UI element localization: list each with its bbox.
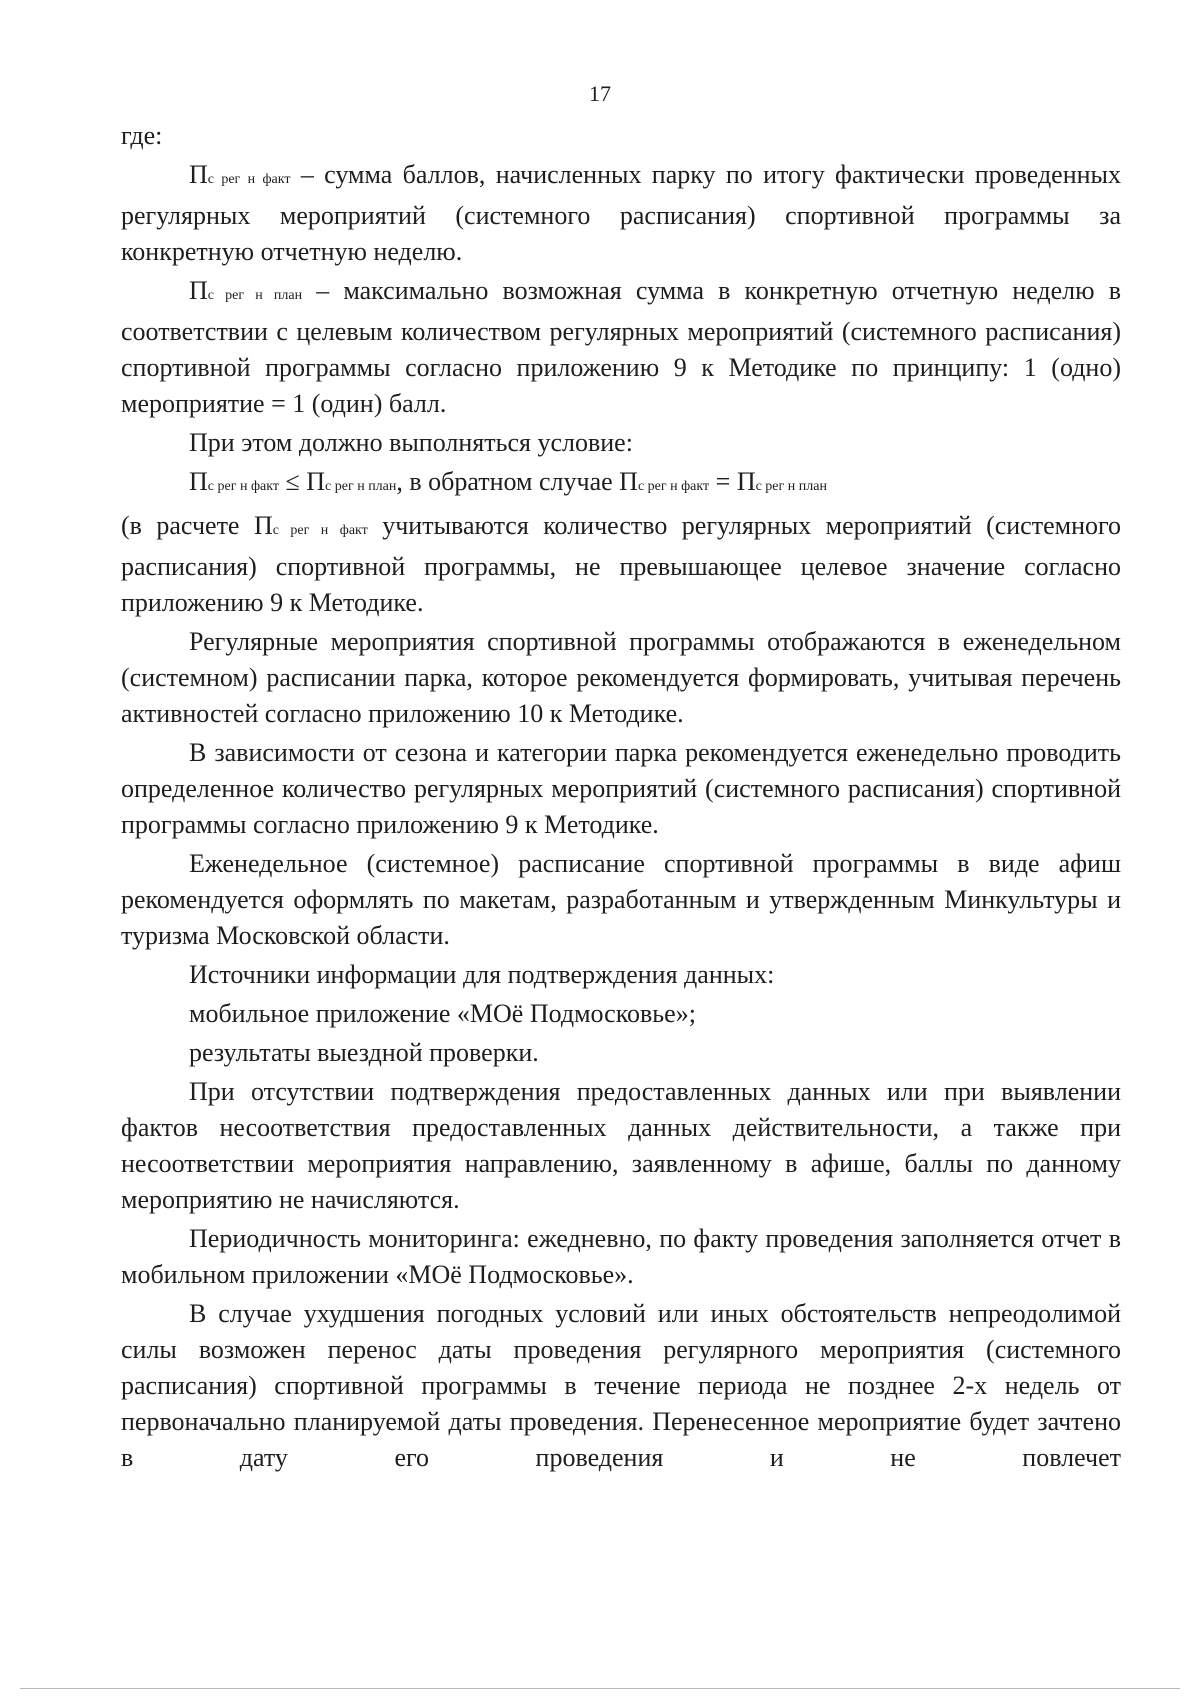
paragraph-sources-heading: Источники информации для подтверждения данных: (189, 960, 775, 989)
symbol-fact: Пс рег н факт (189, 160, 291, 189)
document-body (121, 118, 1121, 1479)
page-bottom-rule (20, 1688, 1180, 1689)
paragraph-weather: В случае ухудшения погодных условий или иных обстоятельств непреодолимой силы возможен перенос даты проведения регулярного мероприятия (системного расписания) спортивной программы в течение периода не позднее 2-х недель от первоначально планируемой даты проведения. Перенесенное мероприятие будет зачтено в дату его проведения и не повлечет (121, 1299, 1121, 1472)
paragraph-regular-events: Регулярные мероприятия спортивной программы отображаются в еженедельном (системном) расписании парка, которое рекомендуется формировать, учитывая перечень активностей согласно приложению 10 к Методике. (121, 627, 1121, 728)
definition-plan-text: – максимально возможная сумма в конкретную отчетную неделю в соответствии с целевым количеством регулярных мероприятий (системного расписания) спортивной программы согласно приложению 9 к Методике по принципу: 1 (одно) мероприятие = 1 (один) балл. (121, 276, 1121, 418)
list-item-inspection: результаты выездной проверки. (189, 1038, 539, 1067)
definition-fact-text: – сумма баллов, начисленных парку по итогу фактически проведенных регулярных мероприятий (системного расписания) спортивной программы за конкретную отчетную неделю. (121, 160, 1122, 266)
definition-plan (121, 273, 1121, 422)
symbol-plan: Пс рег н план (189, 276, 303, 305)
condition-intro: При этом должно выполняться условие: (189, 428, 633, 457)
intro-line: где: (121, 121, 163, 150)
list-item-mobile-app: мобильное приложение «МОё Подмосковье»; (189, 999, 696, 1028)
page-number: 17 (589, 81, 611, 106)
condition-explanation: (в расчете Пс рег н факт учитываются количество регулярных мероприятий (системного расписания) спортивной программы, не превышающее целевое значение согласно приложению 9 к Методике. (121, 511, 1122, 617)
paragraph-season: В зависимости от сезона и категории парка рекомендуется еженедельно проводить определенное количество регулярных мероприятий (системного расписания) спортивной программы согласно приложению 9 к Методике. (121, 738, 1121, 839)
definition-fact (121, 157, 1121, 270)
paragraph-monitoring: Периодичность мониторинга: ежедневно, по факту проведения заполняется отчет в мобильном приложении «МОё Подмосковье». (121, 1224, 1121, 1289)
paragraph-schedule: Еженедельное (системное) расписание спортивной программы в виде афиш рекомендуется оформлять по макетам, разработанным и утвержденным Минкультуры и туризма Московской области. (121, 849, 1121, 950)
condition-formula: Пс рег н факт ≤ Пс рег н план, в обратном случае Пс рег н факт = Пс рег н план (189, 467, 827, 496)
paragraph-no-confirmation: При отсутствии подтверждения предоставленных данных или при выявлении фактов несоответствия предоставленных данных действительности, а также при несоответствии мероприятия направлению, заявленному в афише, баллы по данному мероприятию не начисляются. (121, 1077, 1121, 1214)
